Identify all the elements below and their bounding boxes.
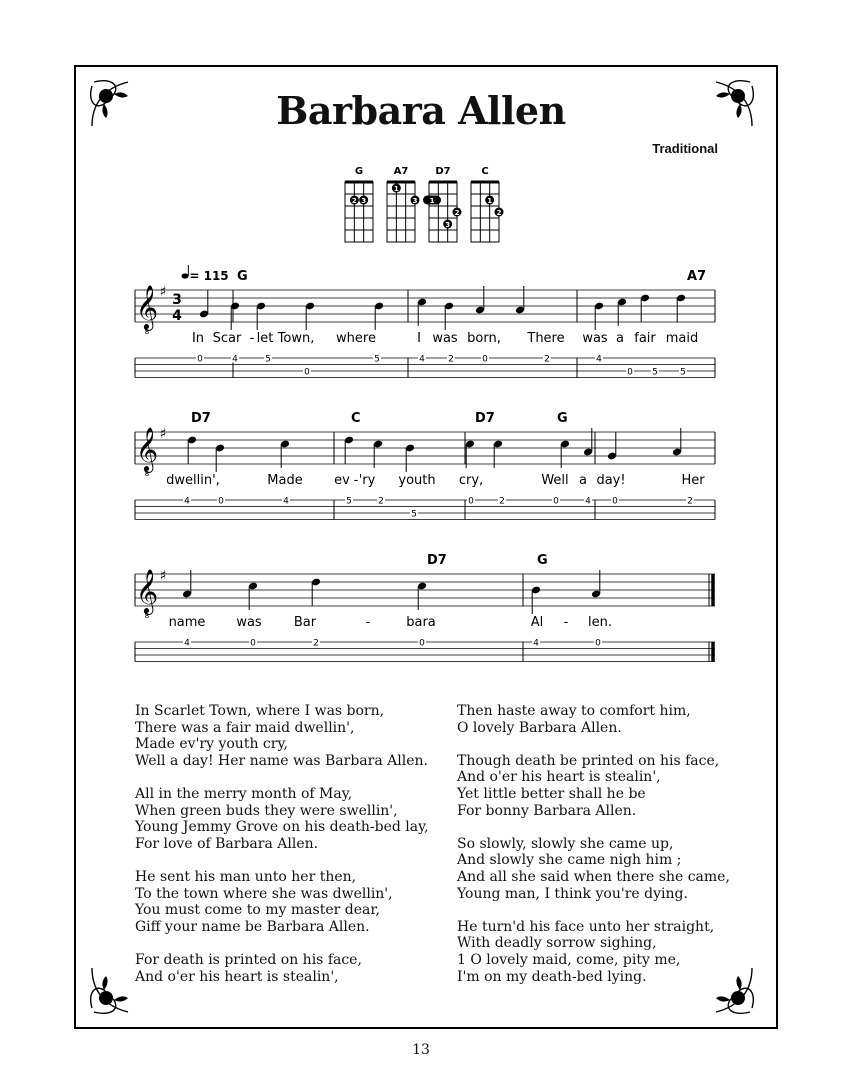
- chord-diagram: [423, 166, 462, 242]
- lyric-syllable: maid: [665, 331, 699, 346]
- lyric-syllable: cry,: [458, 473, 484, 488]
- lyric-stanza: [135, 703, 429, 769]
- clef-octave-marker: 8: [144, 328, 150, 336]
- chord-symbol: G: [557, 411, 568, 426]
- tab-fret-number: 5: [374, 354, 380, 365]
- tab-fret-number: 5: [411, 509, 417, 520]
- lyric-line: For death is printed on his face,: [135, 951, 362, 968]
- lyric-syllable: a: [616, 331, 624, 346]
- lyric-syllable: Her: [681, 473, 705, 488]
- lyric-syllable: Scar: [212, 331, 242, 346]
- finger-number: 1: [393, 185, 399, 193]
- lyric-syllable: let: [256, 331, 274, 346]
- lyric-line: And o'er his heart is stealin',: [135, 968, 339, 985]
- lyric-line: Then haste away to comfort him,: [457, 703, 691, 719]
- chord-symbol: D7: [191, 411, 211, 426]
- lyric-syllable: where: [336, 331, 376, 346]
- lyrics-column-right: [457, 703, 730, 1002]
- lyric-syllable: fair: [634, 331, 656, 346]
- chord-symbol: G: [537, 553, 548, 568]
- lyric-syllable: a: [579, 473, 587, 488]
- lyric-syllable: bara: [406, 615, 436, 630]
- lyric-stanza: [135, 952, 429, 985]
- lyric-syllable: dwellin',: [166, 473, 220, 488]
- time-signature-bottom: 4: [172, 308, 182, 324]
- chord-diagram: [471, 166, 504, 242]
- key-signature-sharp: ♯: [159, 426, 167, 442]
- chord-diagram-name: G: [354, 166, 364, 177]
- finger-number: 2: [351, 197, 357, 205]
- composer-credit: Traditional: [652, 141, 718, 156]
- tab-fret-number: 0: [482, 354, 488, 365]
- tempo-marking: = 115: [189, 269, 229, 283]
- finger-number: 2: [496, 209, 502, 217]
- tab-fret-number: 0: [627, 367, 633, 378]
- lyric-line: I'm on my death-bed lying.: [457, 968, 647, 985]
- lyric-line: He sent his man unto her then,: [135, 868, 357, 885]
- tab-fret-number: 4: [419, 354, 425, 365]
- lyric-syllable: name: [168, 615, 206, 630]
- tab-fret-number: 0: [595, 638, 601, 649]
- treble-clef-icon: 𝄞: [135, 285, 159, 329]
- tab-fret-number: 5: [265, 354, 271, 365]
- lyric-line: In Scarlet Town, where I was born,: [135, 703, 385, 719]
- tab-fret-number: 0: [419, 638, 425, 649]
- tab-fret-number: 2: [687, 496, 693, 507]
- tab-fret-number: 2: [448, 354, 454, 365]
- finger-number: 1: [487, 197, 493, 205]
- tab-fret-number: 0: [250, 638, 256, 649]
- lyric-syllable: Town,: [277, 331, 315, 346]
- lyric-syllable: In: [191, 331, 205, 346]
- music-system-1: [125, 262, 725, 388]
- lyric-line: Giff your name be Barbara Allen.: [135, 918, 370, 935]
- lyric-line: For bonny Barbara Allen.: [457, 802, 637, 819]
- lyric-line: To the town where she was dwellin',: [135, 885, 393, 902]
- fretboard: [387, 182, 415, 242]
- chord-symbol: A7: [687, 269, 707, 284]
- lyric-stanza: [457, 703, 730, 736]
- tab-fret-number: 4: [232, 354, 238, 365]
- chord-symbol: D7: [475, 411, 495, 426]
- chord-diagram: [387, 166, 420, 242]
- treble-clef-icon: 𝄞: [135, 427, 159, 471]
- tab-fret-number: 0: [468, 496, 474, 507]
- chord-symbol: D7: [427, 553, 447, 568]
- tab-fret-number: 5: [652, 367, 658, 378]
- lyric-line: When green buds they were swellin',: [135, 802, 398, 819]
- lyric-line: Made ev'ry youth cry,: [135, 736, 288, 753]
- chord-diagram-name: C: [481, 166, 489, 177]
- lyric-syllable: was: [582, 331, 608, 346]
- lyric-line: Young man, I think you're dying.: [457, 885, 688, 902]
- tab-fret-number: 0: [218, 496, 224, 507]
- clef-octave-marker: 8: [144, 612, 150, 620]
- clef-octave-marker: 8: [144, 470, 150, 478]
- music-system-3: [125, 546, 725, 672]
- fretboard: [345, 182, 373, 242]
- tab-fret-number: 4: [283, 496, 289, 507]
- finger-number: 3: [412, 197, 418, 205]
- chord-diagram-name: D7: [435, 166, 451, 177]
- lyrics-column-left: [135, 703, 429, 1002]
- lyric-line: O lovely Barbara Allen.: [457, 719, 622, 736]
- tab-fret-number: 5: [680, 367, 686, 378]
- key-signature-sharp: ♯: [159, 568, 167, 584]
- tab-fret-number: 0: [612, 496, 618, 507]
- lyric-line: 1 O lovely maid, come, pity me,: [457, 951, 681, 968]
- lyric-line: Yet little better shall he be: [457, 785, 646, 802]
- lyric-line: There was a fair maid dwellin',: [135, 719, 355, 736]
- chord-symbol: G: [237, 269, 248, 284]
- lyric-syllable: Bar: [293, 615, 317, 630]
- music-system-2: [125, 404, 725, 530]
- lyric-syllable: Al: [530, 615, 544, 630]
- finger-number: 3: [445, 221, 451, 229]
- lyric-syllable: -: [353, 473, 359, 488]
- tab-fret-number: 2: [378, 496, 384, 507]
- tab-fret-number: 2: [544, 354, 550, 365]
- lyric-stanza: [457, 753, 730, 819]
- lyric-syllable: -: [563, 615, 569, 630]
- lyric-line: With deadly sorrow sighing,: [457, 935, 657, 952]
- lyric-syllable: -: [249, 331, 255, 346]
- lyric-line: And slowly she came nigh him ;: [457, 852, 682, 869]
- lyric-line: And all she said when there she came,: [457, 868, 730, 885]
- chord-diagram: [345, 166, 373, 242]
- lyric-line: Well a day! Her name was Barbara Allen.: [135, 752, 428, 769]
- lyric-line: Though death be printed on his face,: [457, 752, 720, 769]
- lyric-line: All in the merry month of May,: [135, 785, 353, 802]
- lyric-line: He turn'd his face unto her straight,: [457, 918, 715, 935]
- finger-number: 2: [454, 209, 460, 217]
- lyric-syllable: -: [365, 615, 371, 630]
- tempo-note-icon: [182, 273, 189, 278]
- tab-fret-number: 0: [553, 496, 559, 507]
- tab-fret-number: 4: [585, 496, 591, 507]
- key-signature-sharp: ♯: [159, 284, 167, 300]
- lyric-line: So slowly, slowly she came up,: [457, 835, 674, 852]
- lyric-syllable: youth: [398, 473, 436, 488]
- chord-diagram-name: A7: [393, 166, 409, 177]
- lyric-syllable: len.: [588, 615, 612, 630]
- lyric-line: For love of Barbara Allen.: [135, 835, 319, 852]
- tab-fret-number: 0: [197, 354, 203, 365]
- lyric-line: And o'er his heart is stealin',: [457, 769, 661, 786]
- lyric-syllable: ev: [334, 473, 350, 488]
- lyric-syllable: born,: [467, 331, 501, 346]
- lyric-syllable: 'ry: [358, 473, 376, 488]
- tab-fret-number: 0: [304, 367, 310, 378]
- lyric-stanza: [457, 919, 730, 985]
- tab-fret-number: 4: [596, 354, 602, 365]
- lyric-line: You must come to my master dear,: [135, 902, 380, 919]
- chord-diagrams: [335, 160, 515, 250]
- tab-fret-number: 5: [346, 496, 352, 507]
- lyric-line: Young Jemmy Grove on his death-bed lay,: [135, 819, 429, 836]
- tab-fret-number: 2: [313, 638, 319, 649]
- lyric-syllable: day!: [596, 473, 626, 488]
- lyric-syllable: was: [432, 331, 458, 346]
- lyric-stanza: [135, 869, 429, 935]
- lyric-syllable: There: [527, 331, 565, 346]
- lyric-stanza: [135, 786, 429, 852]
- tab-fret-number: 2: [499, 496, 505, 507]
- finger-number: 3: [361, 197, 367, 205]
- song-title: Barbara Allen: [276, 88, 566, 133]
- page-number: 13: [412, 1042, 430, 1058]
- lyric-syllable: I: [417, 331, 421, 346]
- lyric-syllable: Made: [267, 473, 303, 488]
- treble-clef-icon: 𝄞: [135, 569, 159, 613]
- finger-number: 1: [429, 197, 435, 205]
- tab-fret-number: 4: [184, 638, 190, 649]
- tab-fret-number: 4: [533, 638, 539, 649]
- tab-fret-number: 4: [184, 496, 190, 507]
- chord-symbol: C: [351, 411, 361, 426]
- lyric-stanza: [457, 836, 730, 902]
- lyric-syllable: Well: [541, 473, 569, 488]
- lyric-syllable: was: [236, 615, 262, 630]
- time-signature-top: 3: [172, 292, 182, 308]
